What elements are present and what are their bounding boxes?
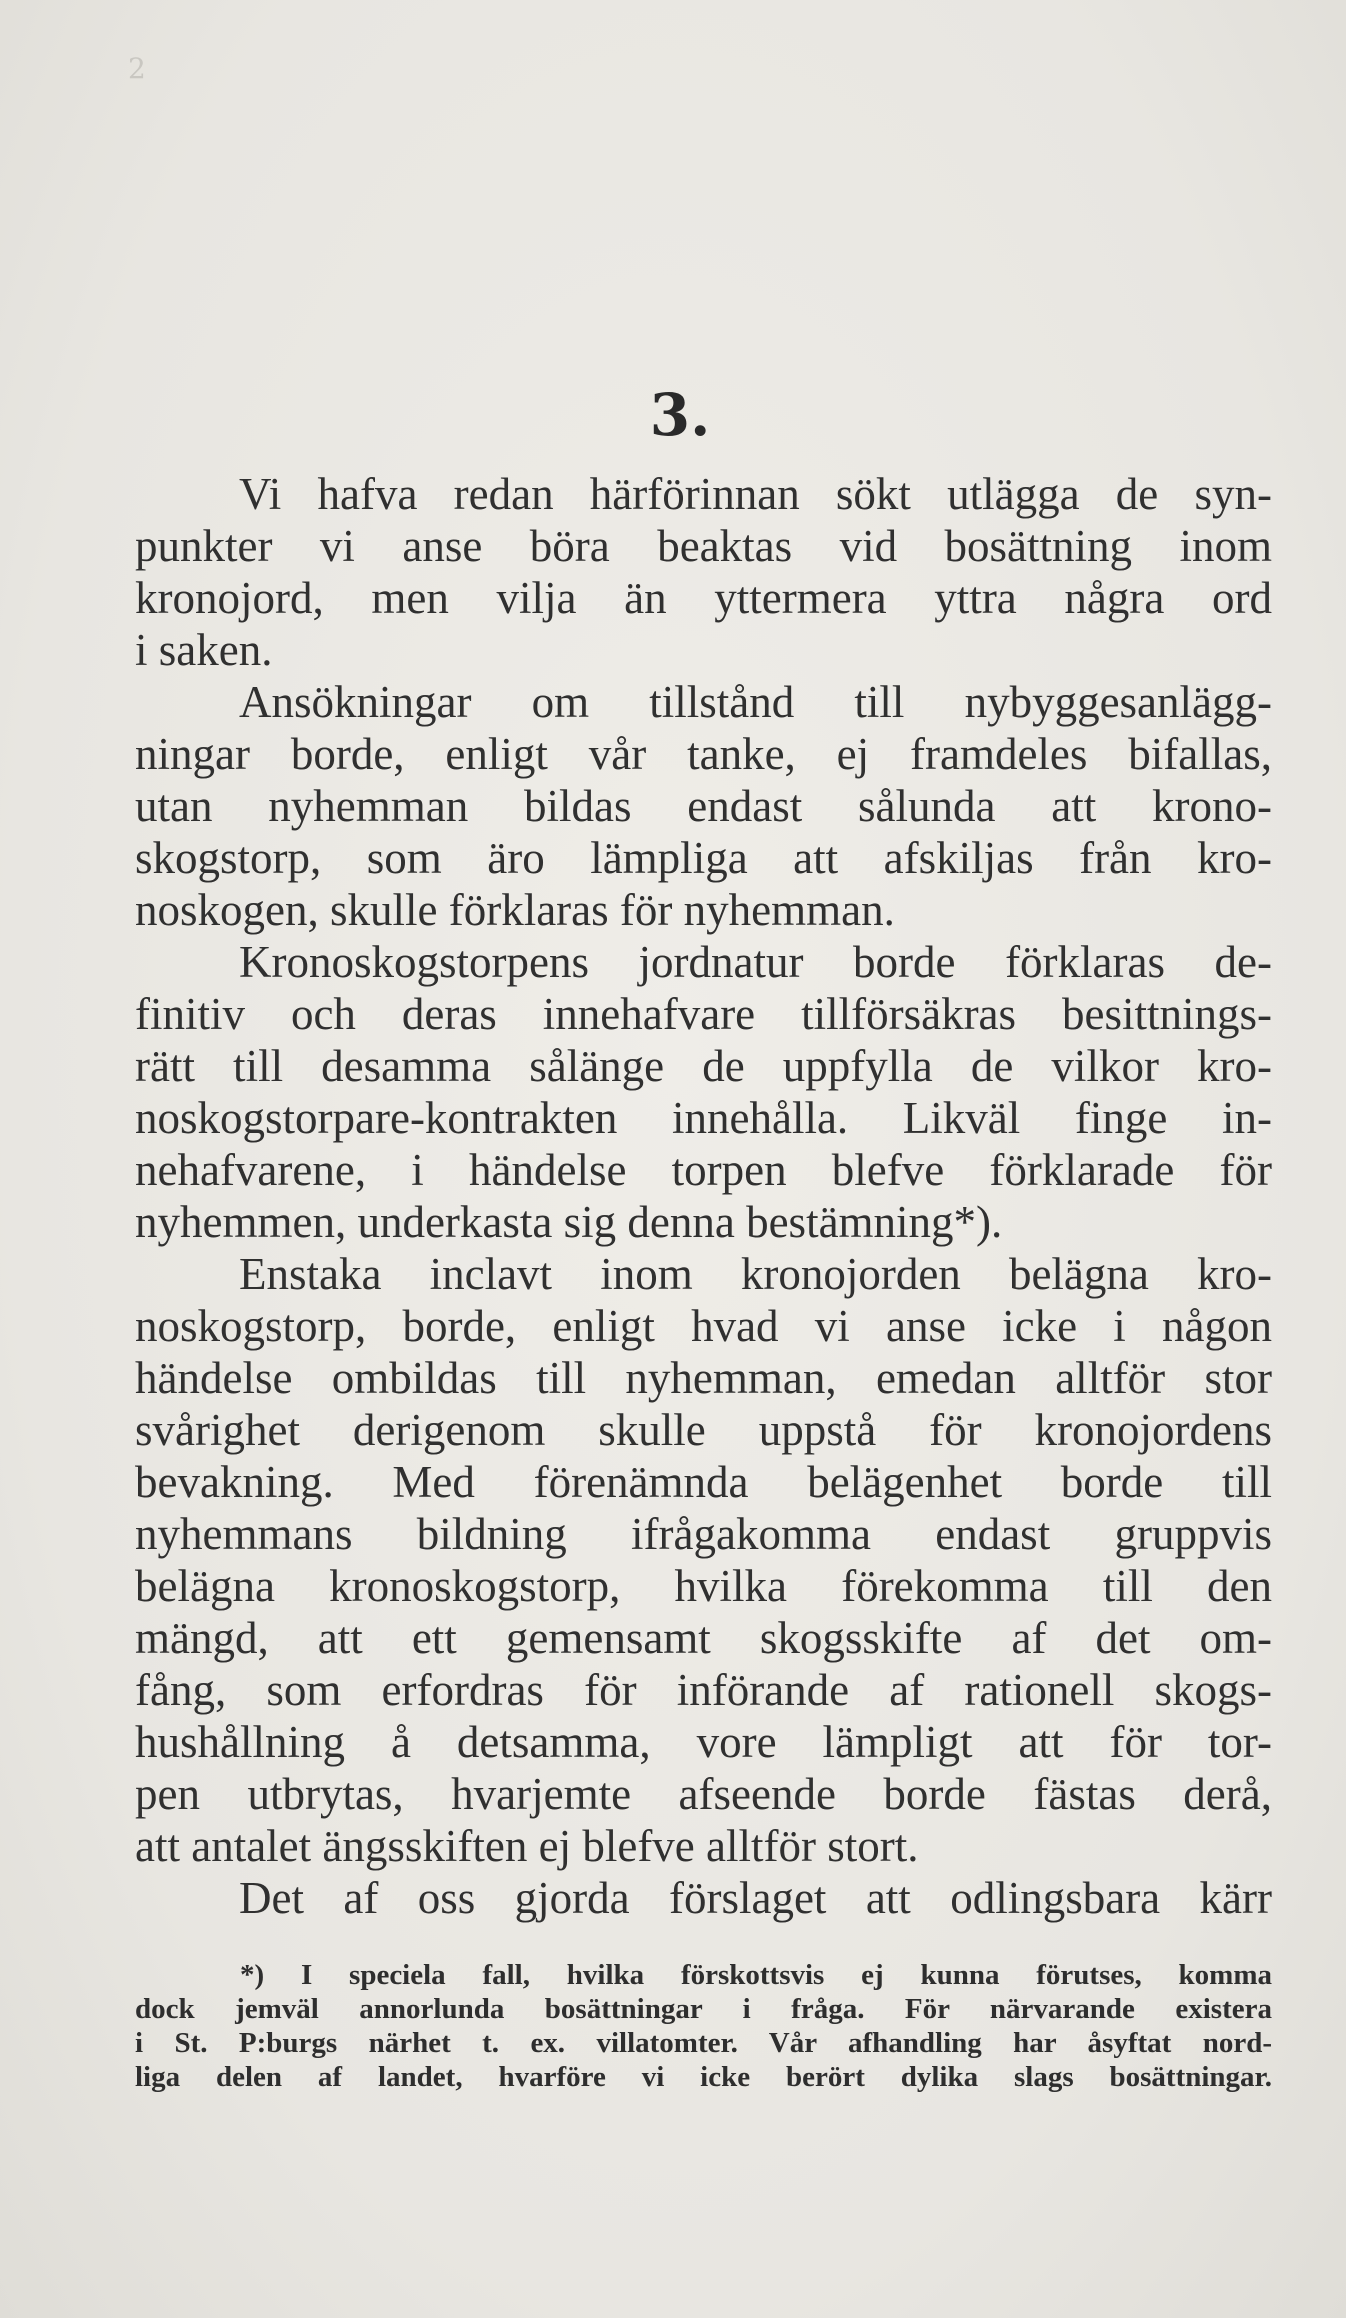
text-line: pen utbrytas, hvarjemte afseende borde fästas derå, [135,1769,1272,1819]
footnote-line: *) I speciela fall, hvilka förskottsvis ej kunna förutses, komma [240,1959,1272,1991]
footnote-line: liga delen af landet, hvarföre vi icke berört dylika slags bosättningar. [135,2061,1272,2093]
page-corner-mark: 2 [128,52,146,85]
text-line: noskogen, skulle förklaras för nyhemman. [135,885,895,935]
text-line: rätt till desamma sålänge de uppfylla de vilkor kro- [135,1041,1272,1091]
section-number: 3. [649,381,711,449]
text-line: svårighet derigenom skulle uppstå för kronojordens [135,1405,1272,1455]
text-line: fång, som erfordras för införande af rationell skogs- [135,1665,1272,1715]
text-line: noskogstorpare-kontrakten innehålla. Likväl finge in- [135,1093,1272,1143]
text-line: Vi hafva redan härförinnan sökt utlägga de syn- [239,469,1272,519]
text-line: finitiv och deras innehafvare tillförsäkras besittnings- [135,989,1272,1039]
text-line: utan nyhemman bildas endast sålunda att krono- [135,781,1272,831]
text-line: Ansökningar om tillstånd till nybyggesanlägg- [239,677,1272,727]
text-line: noskogstorp, borde, enligt hvad vi anse icke i någon [135,1301,1272,1351]
text-line: nehafvarene, i händelse torpen blefve förklarade för [135,1145,1272,1195]
text-line: skogstorp, som äro lämpliga att afskiljas från kro- [135,833,1272,883]
text-line: Kronoskogstorpens jordnatur borde förklaras de- [239,937,1272,987]
text-line: händelse ombildas till nyhemman, emedan alltför stor [135,1353,1272,1403]
footnote [135,1958,1272,2094]
footnote-line: i St. P:burgs närhet t. ex. villatomter. Vår afhandling har åsyftat nord- [135,2027,1272,2059]
text-line: belägna kronoskogstorp, hvilka förekomma till den [135,1561,1272,1611]
footnote-line: dock jemväl annorlunda bosättningar i fråga. För närvarande existera [135,1993,1272,2025]
text-line: Det af oss gjorda förslaget att odlingsbara kärr [239,1873,1272,1923]
text-line: i saken. [135,625,273,675]
text-line: mängd, att ett gemensamt skogsskifte af det om- [135,1613,1272,1663]
text-line: att antalet ängsskiften ej blefve alltför stort. [135,1821,919,1871]
text-line: ningar borde, enligt vår tanke, ej framdeles bifallas, [135,729,1272,779]
body-text [135,468,1272,1924]
text-line: Enstaka inclavt inom kronojorden belägna kro- [239,1249,1272,1299]
text-line: nyhemmen, underkasta sig denna bestämning*). [135,1197,1003,1247]
text-line: kronojord, men vilja än yttermera yttra några ord [135,573,1272,623]
text-line: hushållning å detsamma, vore lämpligt att för tor- [135,1717,1272,1767]
text-line: nyhemmans bildning ifrågakomma endast gruppvis [135,1509,1272,1559]
text-line: punkter vi anse böra beaktas vid bosättning inom [135,521,1272,571]
text-line: bevakning. Med förenämnda belägenhet borde till [135,1457,1272,1507]
